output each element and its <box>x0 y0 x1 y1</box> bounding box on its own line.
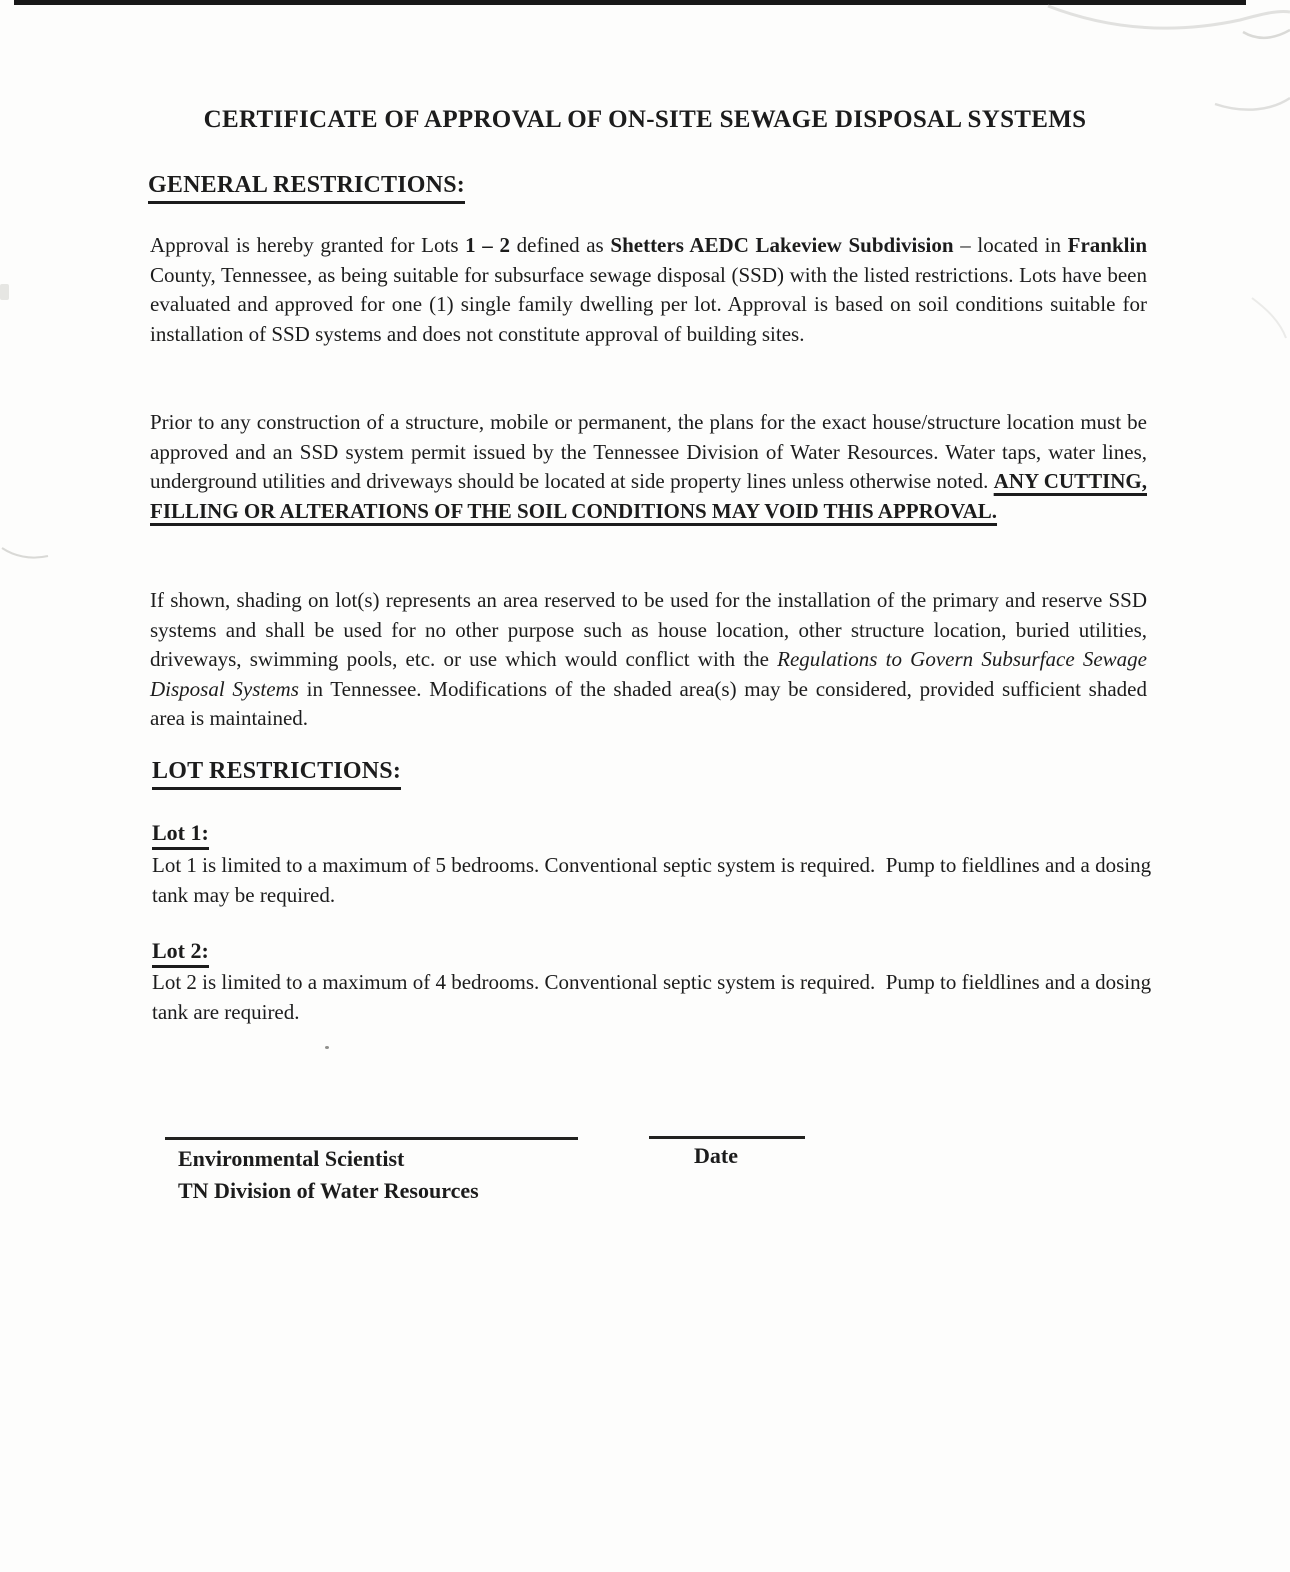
document-title: CERTIFICATE OF APPROVAL OF ON-SITE SEWAGE DISPOSAL SYSTEMS <box>203 106 1087 133</box>
scan-speck-artifact <box>325 1046 329 1049</box>
signatory-agency-label: TN Division of Water Resources <box>178 1178 479 1203</box>
shading-reserved-area-paragraph: If shown, shading on lot(s) represents an area reserved to be used for the installation of the primary and reserve SSD systems and shall be used for no other purpose such as house location, other structure location, buried utilities, driveways, swimming pools, etc. or use which would conflict with the Regulations to Govern Subsurface Sewage Disposal Systems in Tennessee. Modifications of the shaded area(s) may be considered, provided sufficient shaded area is maintained. <box>150 588 1148 731</box>
lot-1-restriction-text: Lot 1 is limited to a maximum of 5 bedrooms. Conventional septic system is required. Pump to fieldlines and a dosing tank may be required. <box>152 853 1157 907</box>
scanner-edge-strip <box>14 0 1246 5</box>
general-restrictions-heading: GENERAL RESTRICTIONS: <box>148 172 465 204</box>
date-line <box>649 1136 805 1139</box>
signatory-role-label: Environmental Scientist <box>178 1146 405 1171</box>
lot-1-label: Lot 1: <box>152 820 209 850</box>
scan-smudge-artifact <box>0 284 9 300</box>
construction-requirements-paragraph: Prior to any construction of a structure, mobile or permanent, the plans for the exact house/structure location must be approved and an SSD system permit issued by the Tennessee Division of Water Resources. Water taps, water lines, underground utilities and driveways should be located at side property lines unless otherwise noted. ANY CUTTING, FILLING OR ALTERATIONS OF THE SOIL CONDITIONS MAY VOID THIS APPROVAL. <box>150 410 1147 523</box>
lot-restrictions-heading: LOT RESTRICTIONS: <box>152 758 401 790</box>
date-label: Date <box>694 1143 738 1168</box>
lot-2-label: Lot 2: <box>152 938 209 968</box>
lot-2-restriction-text: Lot 2 is limited to a maximum of 4 bedrooms. Conventional septic system is required. Pump to fieldlines and a dosing tank are required. <box>152 970 1157 1024</box>
approval-grant-paragraph: Approval is hereby granted for Lots 1 – 2 defined as Shetters AEDC Lakeview Subdivision – located in Franklin County, Tennessee, as being suitable for subsurface sewage disposal (SSD) with the listed restrictions. Lots have been evaluated and approved for one (1) single family dwelling per lot. Approval is based on soil conditions suitable for installation of SSD systems and does not constitute approval of building sites. <box>150 233 1148 346</box>
signature-line <box>165 1137 578 1140</box>
